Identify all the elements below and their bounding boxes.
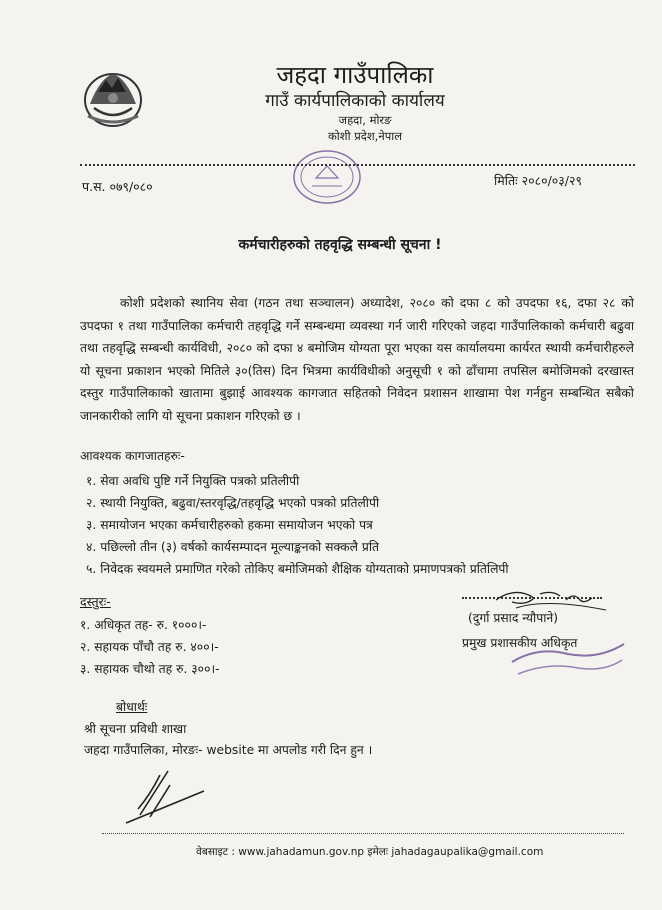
signer-name: (दुर्गा प्रसाद न्यौपाने) xyxy=(468,611,559,625)
notice-body: कोशी प्रदेशको स्थानिय सेवा (गठन तथा सञ्चालन) अध्यादेश, २०८० को दफा ८ को उपदफा १६, दफा २८ को उपदफा १ तथा गाउँपालिका कर्मचारी तहवृद्धि गर्ने सम्बन्धमा व्यवस्था गर्न जारी गरिएको जहदा गाउँपालिकाको कर्मचारी बढुवा तथा तहवृद्धि सम्बन्धी कार्यविधी, २०८० को दफा ४ बमोजिम योग्यता पूरा भएका यस कार्यालयमा कार्यरत स्थायी कर्मचारीहरुले यो सूचना प्रकाशन भएको मितिले ३०(तिस) दिन भित्रमा कार्यविधीको अनुसूची १ को ढाँचामा तपसिल बमोजिमको दरखास्त दस्तुर गाउँपालिकाको खातामा बुझाई आवश्यक कागजात सहितको निवेदन प्रशासन शाखामा पेश गर्नहुन सम्बन्धित सबैको जानकारीको लागि यो सूचना प्रकाशन गरिएको छ । xyxy=(80,296,634,423)
office-address: जहदा, मोरङ xyxy=(338,113,392,127)
list-item: ५. निवेदक स्वयमले प्रमाणित गरेको तोकिए बमोजिमको शैक्षिक योग्यताको प्रमाणपत्रको प्रतिलिपी xyxy=(86,562,509,576)
documents-title: आवश्यक कागजातहरुः- xyxy=(80,449,185,463)
list-item: १. अधिकृत तह- रु. १०००।- xyxy=(80,618,207,632)
list-item: ३. सहायक चौथो तह रु. ३००।- xyxy=(80,662,220,676)
signature-line xyxy=(462,597,602,599)
fees-title: दस्तुरः- xyxy=(80,594,111,609)
office-seal-icon xyxy=(292,148,362,206)
initial-mark xyxy=(120,765,210,825)
list-item: २. स्थायी नियुक्ति, बढुवा/स्तरवृद्धि/तहवृद्धि भएको पत्रको प्रतिलीपी xyxy=(86,496,380,510)
fees-list xyxy=(80,614,220,680)
name-stamp-icon xyxy=(508,632,628,682)
documents-list xyxy=(86,470,606,580)
cc-recipient: श्री सूचना प्रविधी शाखा xyxy=(84,722,187,736)
list-item: २. सहायक पाँचौ तह रु. ४००।- xyxy=(80,640,219,654)
list-item: ४. पछिल्लो तीन (३) वर्षको कार्यसम्पादन मूल्याङ्कनको सक्कलै प्रति xyxy=(86,540,380,554)
list-item: ३. समायोजन भएका कर्मचारीहरुको हकमा समायोजन भएको पत्र xyxy=(86,518,373,532)
reference-number: प.स. ०७९/०८० xyxy=(82,179,153,194)
notice-subject: कर्मचारीहरुको तहवृद्धि सम्बन्धी सूचना ! xyxy=(238,237,442,253)
footer-contact: वेबसाइट : www.jahadamun.gov.np इमेलः jahadagaupalika@gmail.com xyxy=(196,846,544,858)
list-item: १. सेवा अवधि पुष्टि गर्ने नियुक्ति पत्रको प्रतिलीपी xyxy=(86,474,300,488)
office-province: कोशी प्रदेश,नेपाल xyxy=(327,129,403,143)
notice-date: मितिः २०८०/०३/२९ xyxy=(494,173,582,188)
cc-instruction: जहदा गाउँपालिका, मोरङः- website मा अपलोड गरी दिन हुन । xyxy=(84,743,373,757)
footer-divider xyxy=(102,833,624,834)
office-name: गाउँ कार्यपालिकाको कार्यालय xyxy=(265,91,445,111)
nepal-emblem-icon xyxy=(80,64,146,130)
header-divider xyxy=(80,164,635,166)
signer-title: प्रमुख प्रशासकीय अधिकृत xyxy=(462,636,578,650)
organization-name: जहदा गाउँपालिका xyxy=(276,61,434,89)
cc-title: बोधार्थः xyxy=(116,700,148,714)
